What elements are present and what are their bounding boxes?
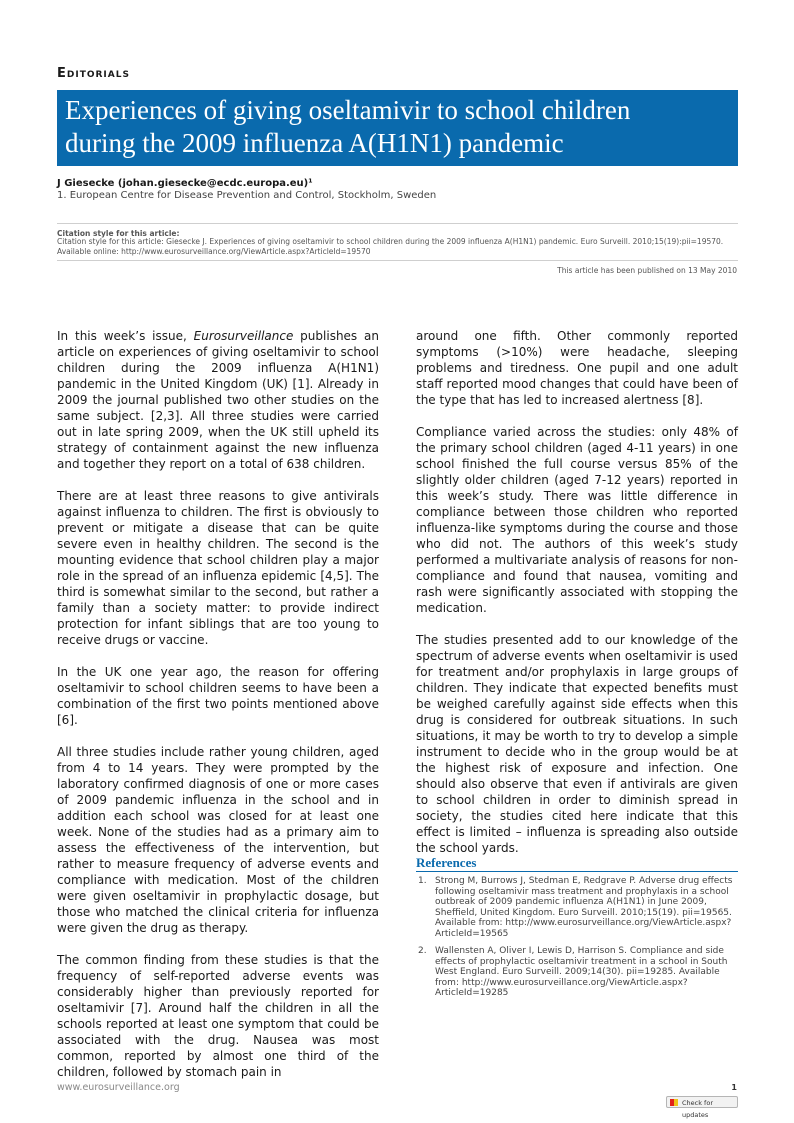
footer-url[interactable]: www.eurosurveillance.org [57, 1082, 180, 1093]
reference-number: 2. [418, 946, 427, 956]
paragraph [57, 328, 379, 472]
section-label: Editorials [57, 66, 130, 81]
author-line: J Giesecke (johan.giesecke@ecdc.europa.eu)¹ [57, 178, 313, 189]
references-divider [416, 871, 738, 872]
reference-number: 1. [418, 876, 427, 886]
paragraph-text: publishes an article on experiences of giving oseltamivir to school children during the 2009 influenza A(H1N1) pandemic in the United Kingdom (UK) [1]. Already in 2009 the journal published two other studies on the same subject. [2,3]. All three studies were carried out in late spring 2009, when the UK still upheld its strategy of containment against the new influenza and together they report on a total of 638 children. [57, 329, 379, 471]
paragraph: In the UK one year ago, the reason for offering oseltamivir to school children seems to have been a combination of the first two points mentioned above [6]. [57, 665, 379, 727]
check-for-updates-button[interactable] [666, 1096, 738, 1119]
page-number: 1 [731, 1083, 737, 1092]
paragraph: All three studies include rather young children, aged from 4 to 14 years. They were prompted by the laboratory confirmed diagnosis of one or more cases of 2009 pandemic influenza in the school and in addition each school was closed for at least one week. None of the studies had as a primary aim to assess the effectiveness of the intervention, but rather to measure frequency of adverse events and compliance with medication. Most of the children were given oseltamivir in prophylactic dosage, but those who matched the clinical criteria for influenza were given the drug as therapy. [57, 745, 379, 935]
citation-heading: Citation style for this article: [57, 229, 180, 238]
body-column-left [57, 328, 379, 1096]
reference-item [416, 876, 738, 939]
check-for-updates-label: Check for updates [682, 1099, 713, 1119]
reference-text[interactable]: Strong M, Burrows J, Stedman E, Redgrave P. Adverse drug effects following oseltamivir mass treatment and prophylaxis in a school outbreak of 2009 pandemic influenza A(H1N1) in June 2009, Sheffield, United Kingdom. Euro Surveill. 2010;15(19). pii=19565. Available from: http://www.eurosurveillance.org/ViewArticle.aspx?ArticleId=19565 [435, 876, 733, 939]
paragraph: There are at least three reasons to give antivirals against influenza to children. The first is obviously to prevent or mitigate a disease that can be quite severe even in healthy children. The second is the mounting evidence that school children play a major role in the spread of an influenza epidemic [4,5]. The third is somewhat similar to the second, but rather a family than a society matter: to provide indirect protection for infant siblings that are too young to receive drugs or vaccine. [57, 489, 379, 647]
references-list [416, 876, 738, 1006]
citation-text: Citation style for this article: Giesecke J. Experiences of giving oseltamivir to school children during the 2009 influenza A(H1N1) pandemic. Euro Surveill. 2010;15(19):pii=19570. Available online: http://www.eurosurveillance.org/ViewArticle.aspx?ArticleId=19570 [57, 237, 724, 256]
paragraph-text: In this week’s issue, [57, 329, 194, 343]
paragraph: The studies presented add to our knowledge of the spectrum of adverse events when oseltamivir is used for treatment and/or prophylaxis in large groups of children. They indicate that expected benefits must be weighed carefully against side effects when this drug is considered for outbreak situations. In such situations, it may be worth to try to develop a simple instrument to decide who in the group would be at the highest risk of exposure and infection. One should also observe that even if antivirals are given to school children in order to diminish spread in society, the studies cited here indicate that this effect is limited – influenza is spreading also outside the school yards. [416, 633, 738, 855]
published-date: This article has been published on 13 May 2010 [557, 266, 737, 275]
author-affiliation: 1. European Centre for Disease Prevention and Control, Stockholm, Sweden [57, 190, 437, 201]
paragraph: The common finding from these studies is that the frequency of self-reported adverse events was considerably higher than previously reported for oseltamivir [7]. Around half the children in all the schools reported at least one symptom that could be associated with the drug. Nausea was most common, reported by almost one third of the children, followed by stomach pain in [57, 953, 379, 1079]
references-heading: References [416, 855, 477, 870]
reference-text[interactable]: Wallensten A, Oliver I, Lewis D, Harrison S. Compliance and side effects of prophylactic oseltamivir treatment in a school in South West England. Euro Surveill. 2009;14(30). pii=19285. Available from: http://www.eurosurveillance.org/ViewArticle.aspx?ArticleId=19285 [435, 946, 728, 998]
crossmark-icon [670, 1099, 678, 1106]
journal-name: Eurosurveillance [193, 329, 294, 343]
reference-item [416, 946, 738, 999]
paragraph: Compliance varied across the studies: only 48% of the primary school children (aged 4-11 years) in one school finished the full course versus 85% of the slightly older children (aged 7-12 years) reported in this week’s study. There was little difference in compliance between those children who reported influenza-like symptoms during the course and those who did not. The authors of this week’s study performed a multivariate analysis of reasons for non-compliance and found that nausea, vomiting and rash were significantly associated with stopping the medication. [416, 425, 738, 615]
article-title [65, 94, 730, 160]
body-column-right [416, 328, 738, 872]
article-title-line1: Experiences of giving oseltamivir to school children [65, 95, 631, 125]
divider-top [57, 223, 738, 224]
divider-bottom [57, 260, 738, 261]
title-banner [57, 90, 738, 166]
article-title-line2: during the 2009 influenza A(H1N1) pandemic [65, 128, 564, 158]
paragraph: around one fifth. Other commonly reported symptoms (>10%) were headache, sleeping problems and tiredness. One pupil and one adult staff reported mood changes that could have been of the type that has led to increased alertness [8]. [416, 329, 738, 407]
